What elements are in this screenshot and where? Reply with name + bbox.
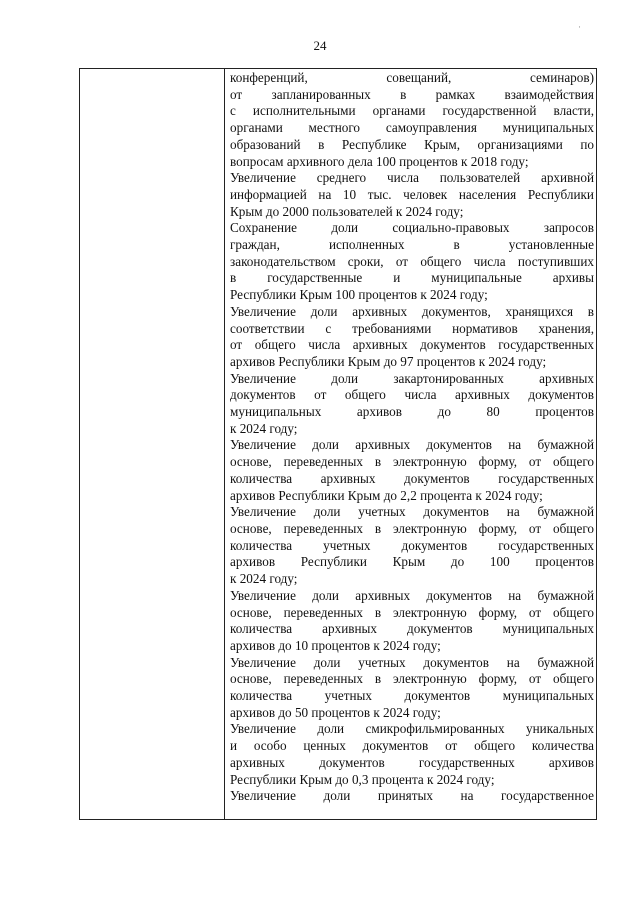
text-line: архивных документов государственных архивов xyxy=(230,754,594,770)
indicator-paragraph xyxy=(230,220,594,304)
indicator-paragraph xyxy=(230,504,594,588)
text-line: Увеличение доли архивных документов на бумажной xyxy=(230,437,594,453)
empty-left-column-cell xyxy=(80,69,224,819)
text-line: в государственные и муниципальные архивы xyxy=(230,270,594,286)
text-line: с исполнительными органами государственной власти, xyxy=(230,103,594,119)
text-line: Крым до 2000 пользователей к 2024 году; xyxy=(230,203,464,219)
text-line: от запланированных в рамках взаимодействия xyxy=(230,86,594,102)
text-line: архивов Республики Крым до 97 процентов к 2024 году; xyxy=(230,353,547,369)
text-line: архивов Республики Крым до 2,2 процента к 2024 году; xyxy=(230,487,543,503)
text-line: Увеличение доли архивных документов, хранящихся в xyxy=(230,303,594,319)
indicator-paragraph xyxy=(230,655,594,722)
scan-mark: · xyxy=(578,22,581,32)
page-number: 24 xyxy=(313,38,327,53)
indicator-paragraph xyxy=(230,304,594,371)
text-line: соответствии с требованиями нормативов хранения, xyxy=(230,320,594,336)
text-line: Увеличение доли смикрофильмированных уникальных xyxy=(230,721,594,737)
text-line: Республики Крым до 0,3 процента к 2024 году; xyxy=(230,771,495,787)
text-line: количества учетных документов государственных xyxy=(230,537,594,553)
text-line: архивов до 10 процентов к 2024 году; xyxy=(230,637,441,653)
indicators-text-cell xyxy=(230,70,594,805)
text-line: к 2024 году; xyxy=(230,571,298,587)
text-line: муниципальных архивов до 80 процентов xyxy=(230,404,594,420)
text-line: архивов Республики Крым до 100 процентов xyxy=(230,554,594,570)
text-line: количества архивных документов муниципальных xyxy=(230,621,594,637)
text-line: и особо ценных документов от общего количества xyxy=(230,738,594,754)
indicator-paragraph xyxy=(230,588,594,655)
text-line: образований в Республике Крым, организациями по xyxy=(230,136,594,152)
indicator-paragraph xyxy=(230,170,594,220)
indicator-paragraph xyxy=(230,788,594,805)
indicator-paragraph xyxy=(230,721,594,788)
text-line: количества архивных документов государственных xyxy=(230,470,594,486)
text-line: органами местного самоуправления муниципальных xyxy=(230,120,594,136)
text-line: Сохранение доли социально-правовых запросов xyxy=(230,220,594,236)
text-line: архивов до 50 процентов к 2024 году; xyxy=(230,704,441,720)
text-line: Увеличение доли архивных документов на бумажной xyxy=(230,587,594,603)
text-line: от общего числа архивных документов государственных xyxy=(230,337,594,353)
text-line: количества учетных документов муниципальных xyxy=(230,688,594,704)
text-line: информацией на 10 тыс. человек населения Республики xyxy=(230,186,594,202)
text-line: граждан, исполненных в установленные xyxy=(230,237,594,253)
text-line: законодательством сроки, от общего числа поступивших xyxy=(230,253,594,269)
text-line: основе, переведенных в электронную форму, от общего xyxy=(230,454,594,470)
text-line: Увеличение доли закартонированных архивных xyxy=(230,370,594,386)
text-line: документов от общего числа архивных документов xyxy=(230,387,594,403)
text-line: Увеличение доли учетных документов на бумажной xyxy=(230,504,594,520)
text-line: основе, переведенных в электронную форму, от общего xyxy=(230,520,594,536)
text-line: основе, переведенных в электронную форму, от общего xyxy=(230,604,594,620)
column-divider xyxy=(224,69,225,819)
text-line: Увеличение доли учетных документов на бумажной xyxy=(230,654,594,670)
text-line: вопросам архивного дела 100 процентов к 2018 году; xyxy=(230,153,529,169)
document-table xyxy=(79,68,597,820)
text-line: Увеличение среднего числа пользователей архивной xyxy=(230,170,594,186)
indicator-paragraph xyxy=(230,437,594,504)
text-line: Увеличение доли принятых на государственное xyxy=(230,788,594,804)
text-line: конференций, совещаний, семинаров) xyxy=(230,70,594,85)
text-line: к 2024 году; xyxy=(230,420,298,436)
indicator-paragraph xyxy=(230,371,594,438)
indicator-paragraph xyxy=(230,70,594,170)
text-line: основе, переведенных в электронную форму, от общего xyxy=(230,671,594,687)
text-line: Республики Крым 100 процентов к 2024 году; xyxy=(230,287,488,303)
